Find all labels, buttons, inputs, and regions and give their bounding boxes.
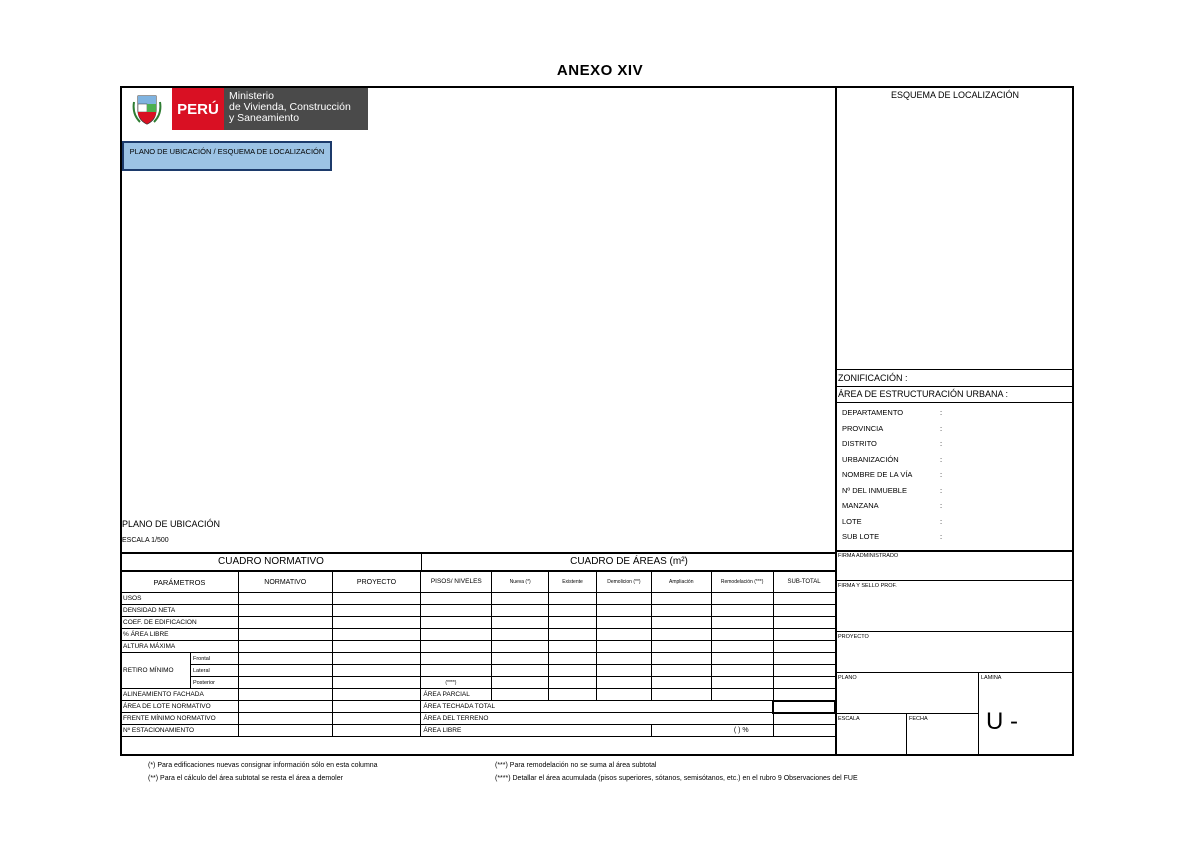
param-row: USOS <box>121 593 239 605</box>
plano-label: PLANO <box>838 675 857 681</box>
footnote: (****) Detallar el área acumulada (pisos superiores, sótanos, semisótanos, etc.) en el rubro 9 Observaciones del FUE <box>495 775 858 782</box>
col-proyecto: PROYECTO <box>332 572 421 593</box>
area-parcial: ÁREA PARCIAL <box>421 689 492 701</box>
esquema-title: ESQUEMA DE LOCALIZACIÓN <box>890 90 1020 100</box>
field-label: URBANIZACIÓN <box>842 454 899 464</box>
escala-field-label: ESCALA <box>838 716 860 722</box>
retiro-frontal: Frontal <box>190 653 238 665</box>
param-row: FRENTE MÍNIMO NORMATIVO <box>121 713 239 725</box>
peru-brand: PERÚ <box>172 88 224 130</box>
ministry-name: Ministerio de Vivienda, Construcción y Saneamiento <box>224 88 368 130</box>
param-row: Nº ESTACIONAMIENTO <box>121 725 239 737</box>
col-normativo: NORMATIVO <box>238 572 332 593</box>
page-title: ANEXO XIV <box>556 62 644 79</box>
location-fields: DEPARTAMENTO : PROVINCIA : DISTRITO : URBANIZACIÓN : NOMBRE DE LA VÍA : Nº DEL INMUEBLE : MANZANA : LOTE : SUB LOTE : <box>841 405 943 545</box>
col-subtotal: SUB-TOTAL <box>773 572 835 593</box>
area-techada: ÁREA TECHADA TOTAL <box>421 701 773 713</box>
param-row: COEF. DE EDIFICACION <box>121 617 239 629</box>
col-existente: Existente <box>549 572 597 593</box>
field-label: SUB LOTE <box>842 532 880 542</box>
field-label: Nº DEL INMUEBLE <box>842 485 907 495</box>
field-label: PROVINCIA <box>842 423 884 433</box>
field-label: DEPARTAMENTO <box>842 408 904 418</box>
area-estructuracion-label: ÁREA DE ESTRUCTURACIÓN URBANA : <box>838 389 1009 399</box>
escala-label: ESCALA 1/500 <box>122 537 169 544</box>
field-label: DISTRITO <box>842 439 877 449</box>
param-row: ALINEAMIENTO FACHADA <box>121 689 239 701</box>
plano-label-box: PLANO DE UBICACIÓN / ESQUEMA DE LOCALIZACIÓN <box>122 141 332 171</box>
col-nueva: Nueva (*) <box>492 572 549 593</box>
field-label: NOMBRE DE LA VÍA <box>842 470 913 480</box>
footnote: (*) Para edificaciones nuevas consignar información sólo en esta columna <box>148 762 378 769</box>
area-libre-pct: ( ) % <box>651 725 773 737</box>
firma-profesional-label: FIRMA Y SELLO PROF. <box>838 583 897 589</box>
retiro-posterior: Posterior <box>190 677 238 689</box>
param-row: % ÁREA LIBRE <box>121 629 239 641</box>
cuadro-normativo-title: CUADRO NORMATIVO <box>218 556 324 567</box>
footnote: (***) Para remodelación no se suma al área subtotal <box>495 762 657 769</box>
col-parametros: PARÁMETROS <box>121 572 239 593</box>
param-row: RETIRO MÍNIMO <box>121 653 191 689</box>
field-label: LOTE <box>842 516 862 526</box>
lamina-label: LAMINA <box>981 675 1002 681</box>
param-row: ÁREA DE LOTE NORMATIVO <box>121 701 239 713</box>
area-terreno: ÁREA DEL TERRENO <box>421 713 773 725</box>
plano-ubicacion-label: PLANO DE UBICACIÓN <box>122 519 221 529</box>
ministry-logo <box>122 88 368 130</box>
footnote: (**) Para el cálculo del área subtotal se resta el área a demoler <box>148 775 343 782</box>
param-row: ALTURA MÁXIMA <box>121 641 239 653</box>
proyecto-label: PROYECTO <box>838 634 869 640</box>
area-libre: ÁREA LIBRE <box>421 725 652 737</box>
fecha-label: FECHA <box>909 716 928 722</box>
col-remodelacion: Remodelación (***) <box>711 572 773 593</box>
cuadro-table: PARÁMETROS NORMATIVO PROYECTO PISOS/ NIVELES Nueva (*) Existente Demolicion (**) Ampliación Remodelación (***) SUB-TOTAL USOS DENSIDAD NETA COEF. DE EDIFICACION % ÁREA LIBRE ALTURA MÁXIMA RETIRO MÍNIMO Frontal Lateral Posterior (****) ALINEAMIENTO FACHADA ÁREA PARCIAL ÁREA DE LOTE NORMATIVO ÁREA TECHADA TOTAL FRENTE MÍNIMO NORMATIVO ÁREA DEL TERRENO Nº ESTACIONAMIENTO ÁREA LIBRE ( ) % <box>120 571 836 737</box>
cuadro-areas-title: CUADRO DE ÁREAS (m²) <box>570 556 688 567</box>
param-row: DENSIDAD NETA <box>121 605 239 617</box>
lamina-value: U - <box>986 708 1018 735</box>
col-demolicion: Demolicion (**) <box>596 572 651 593</box>
zonificacion-label: ZONIFICACIÓN : <box>838 373 908 383</box>
col-ampliacion: Ampliación <box>651 572 711 593</box>
firma-administrado-label: FIRMA ADMINISTRADO <box>838 553 899 559</box>
field-label: MANZANA <box>842 501 879 511</box>
col-pisos: PISOS/ NIVELES <box>421 572 492 593</box>
retiro-lateral: Lateral <box>190 665 238 677</box>
coat-of-arms-icon <box>122 88 172 130</box>
